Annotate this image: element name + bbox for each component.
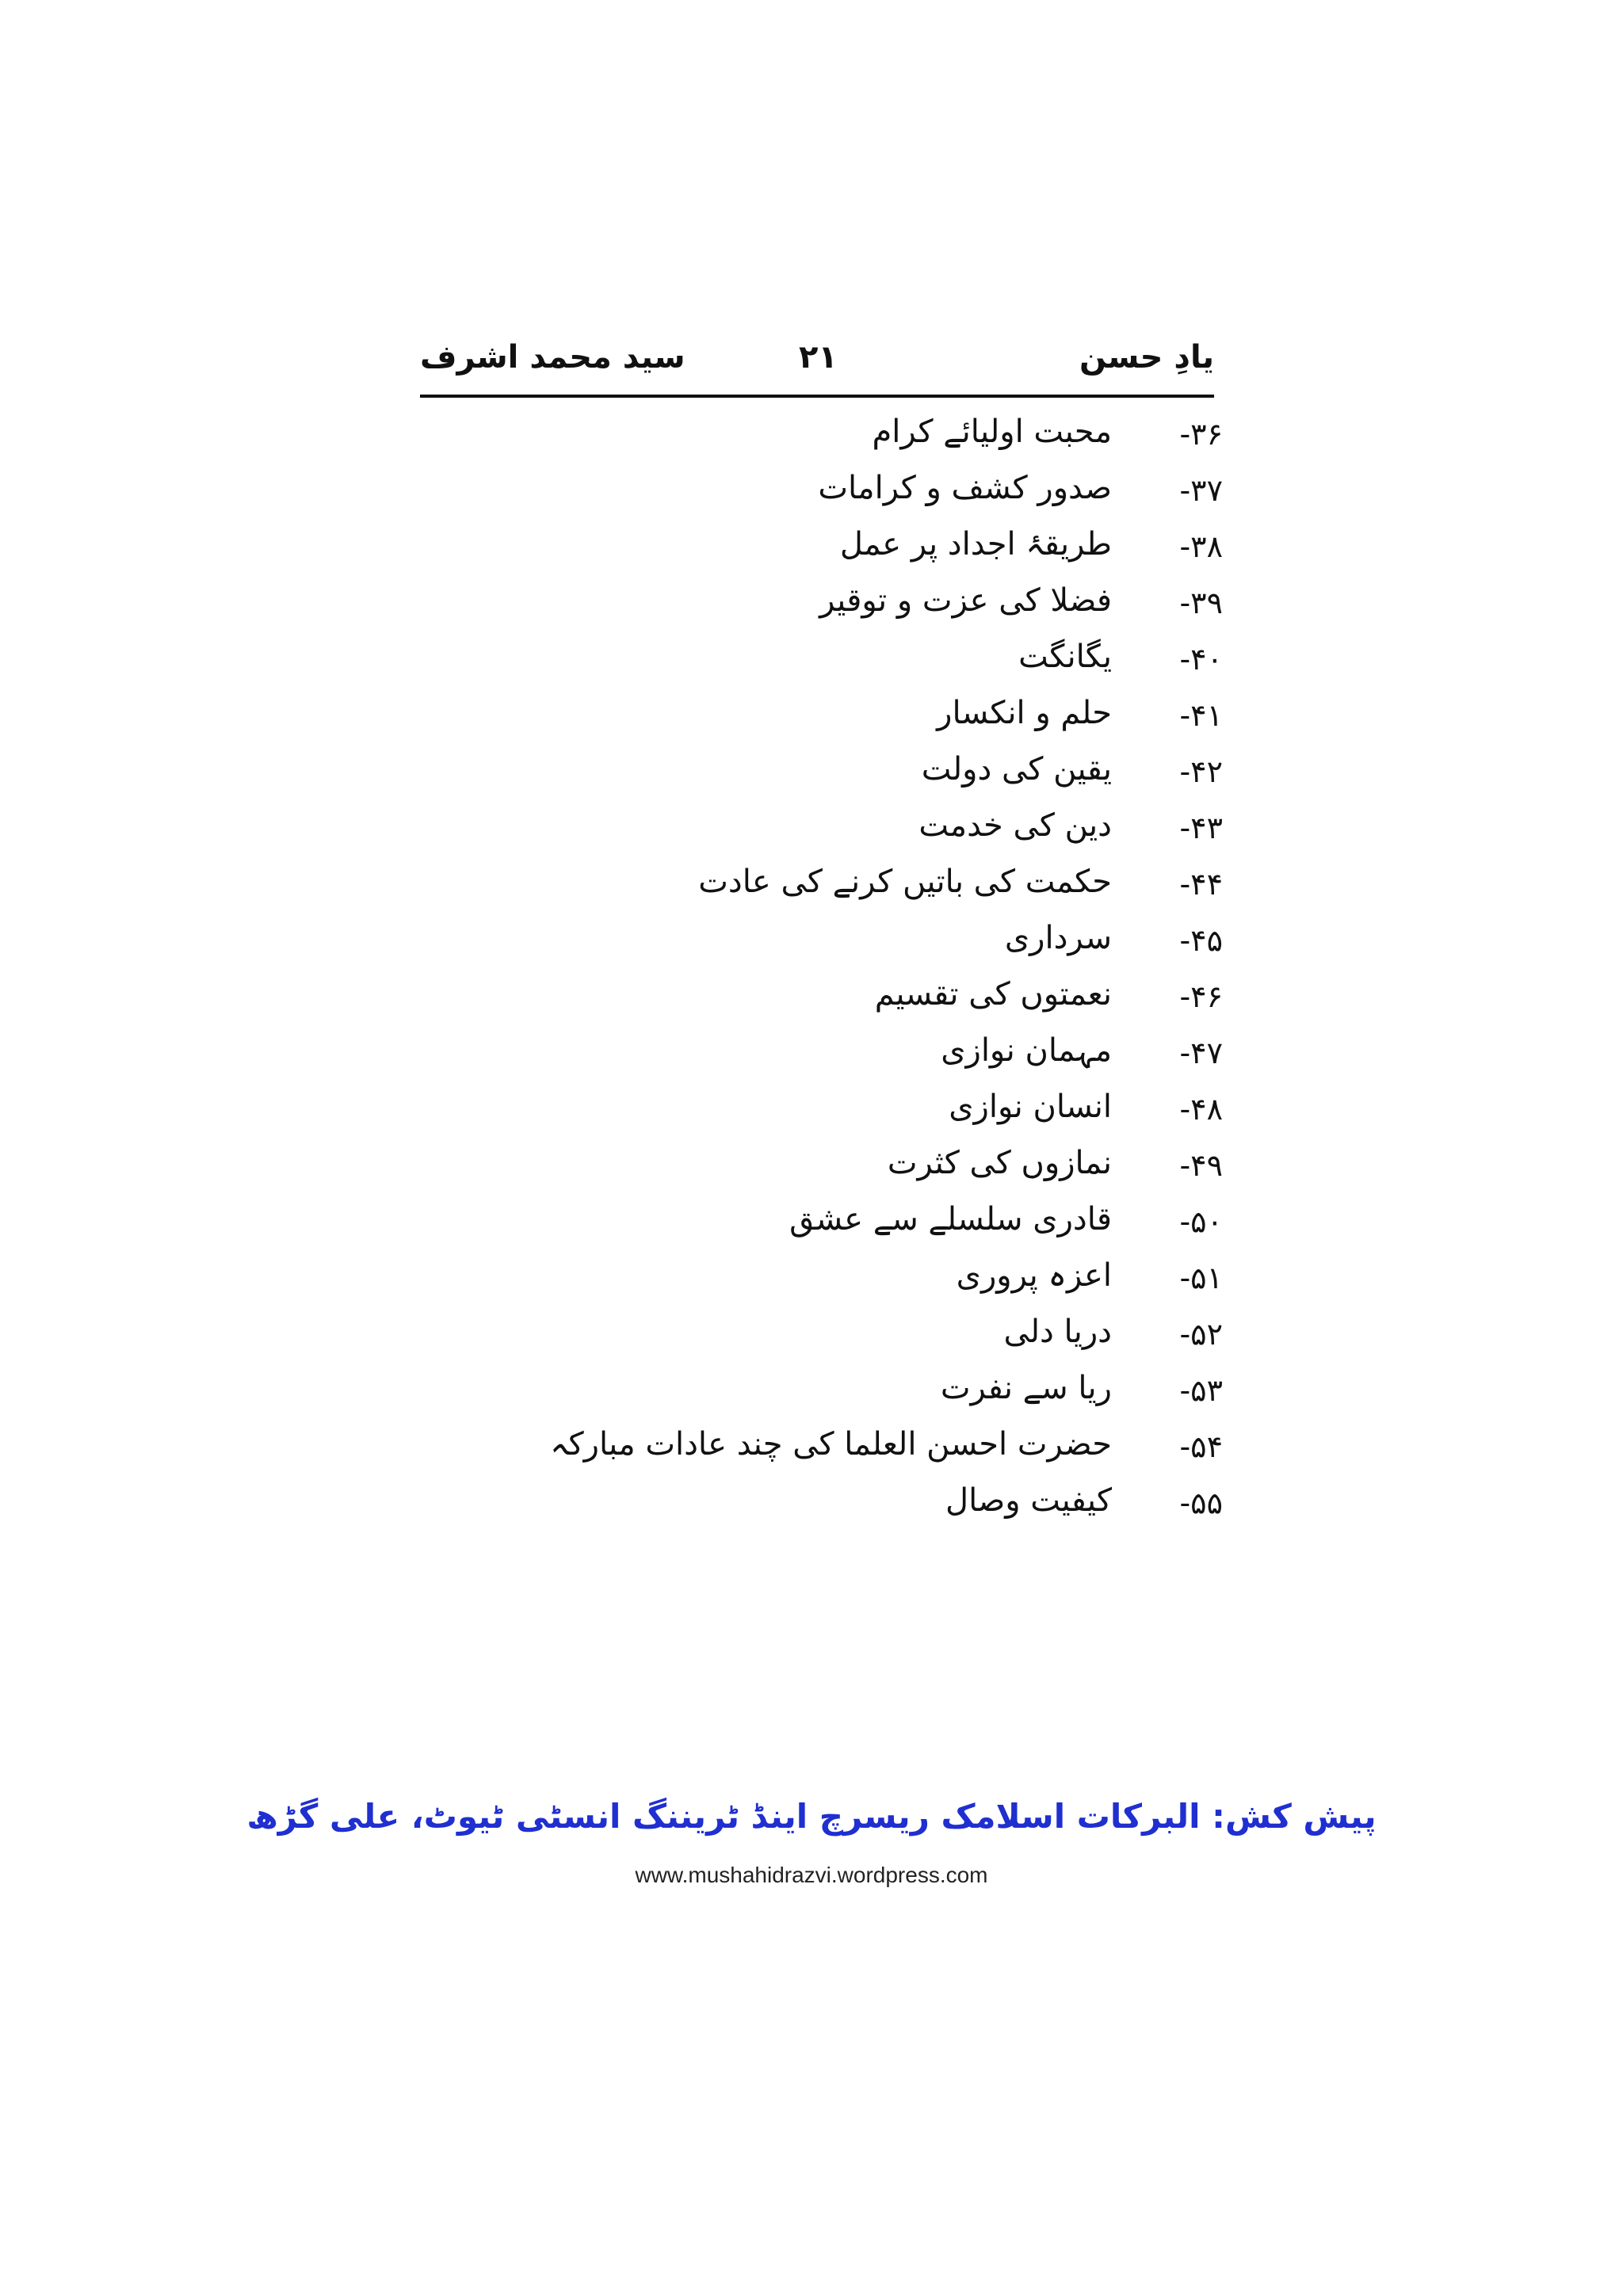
list-item (351, 864, 1223, 920)
list-item (351, 526, 1223, 582)
list-item (351, 1089, 1223, 1145)
item-number: ۵۲- (1179, 1317, 1223, 1352)
item-number: ۴۹- (1179, 1148, 1223, 1183)
item-title: محبت اولیائے کرام (872, 414, 1112, 450)
item-title: سرداری (1004, 920, 1112, 956)
page-number: ۲۱ (799, 339, 838, 376)
book-title: یادِ حسن (1079, 339, 1214, 376)
item-title: حکمت کی باتیں کرنے کی عادت (698, 864, 1112, 900)
list-item (351, 470, 1223, 526)
item-number: ۵۱- (1179, 1261, 1223, 1295)
item-number: ۴۷- (1179, 1035, 1223, 1070)
item-title: نمازوں کی کثرت (887, 1145, 1112, 1181)
item-title: اعزہ پروری (956, 1257, 1112, 1294)
item-number: ۳۶- (1179, 417, 1223, 452)
list-item (351, 976, 1223, 1032)
item-number: ۴۵- (1179, 923, 1223, 958)
item-number: ۴۸- (1179, 1092, 1223, 1127)
list-item (351, 1426, 1223, 1482)
item-title: حلم و انکسار (937, 695, 1112, 731)
item-title: مہمان نوازی (941, 1032, 1112, 1069)
item-title: نعمتوں کی تقسیم (874, 976, 1112, 1013)
list-item (351, 582, 1223, 639)
list-item (351, 1370, 1223, 1426)
list-item (351, 1032, 1223, 1089)
item-title: قادری سلسلے سے عشق (789, 1201, 1112, 1238)
list-item (351, 639, 1223, 695)
item-number: ۳۷- (1179, 473, 1223, 508)
item-title: انسان نوازی (949, 1089, 1112, 1125)
list-item (351, 414, 1223, 470)
item-number: ۵۳- (1179, 1373, 1223, 1408)
list-item (351, 1145, 1223, 1201)
item-title: صدور کشف و کرامات (818, 470, 1112, 506)
list-item (351, 1482, 1223, 1539)
presented-by: پیش کش: البرکات اسلامک ریسرچ اینڈ ٹریننگ انسٹی ٹیوٹ، علی گڑھ (246, 1797, 1377, 1836)
item-number: ۴۰- (1179, 642, 1223, 677)
list-item (351, 1257, 1223, 1314)
list-item (351, 920, 1223, 976)
page-header (420, 339, 1214, 387)
list-item (351, 751, 1223, 807)
item-number: ۴۶- (1179, 979, 1223, 1014)
website-url[interactable]: www.mushahidrazvi.wordpress.com (635, 1863, 988, 1887)
list-item (351, 1314, 1223, 1370)
item-title: فضلا کی عزت و توقیر (819, 582, 1112, 619)
item-number: ۳۸- (1179, 529, 1223, 564)
item-number: ۳۹- (1179, 585, 1223, 620)
item-title: دریا دلی (1003, 1314, 1112, 1350)
page-footer (0, 1797, 1623, 1888)
item-number: ۵۵- (1179, 1486, 1223, 1520)
list-item (351, 695, 1223, 751)
table-of-contents (351, 414, 1223, 1539)
item-number: ۴۱- (1179, 698, 1223, 733)
item-title: یقین کی دولت (921, 751, 1112, 788)
item-title: طریقۂ اجداد پر عمل (839, 526, 1112, 563)
item-title: دین کی خدمت (918, 807, 1112, 844)
item-title: ریا سے نفرت (940, 1370, 1112, 1406)
item-number: ۵۴- (1179, 1429, 1223, 1464)
item-number: ۴۴- (1179, 867, 1223, 902)
header-divider (420, 395, 1214, 398)
item-title: یگانگت (1018, 639, 1112, 675)
item-number: ۴۳- (1179, 810, 1223, 845)
author-name: سید محمد اشرف (420, 339, 685, 376)
item-number: ۴۲- (1179, 754, 1223, 789)
item-title: حضرت احسن العلما کی چند عادات مبارکہ (550, 1426, 1112, 1463)
list-item (351, 807, 1223, 864)
item-title: کیفیت وصال (945, 1482, 1112, 1519)
list-item (351, 1201, 1223, 1257)
item-number: ۵۰- (1179, 1204, 1223, 1239)
